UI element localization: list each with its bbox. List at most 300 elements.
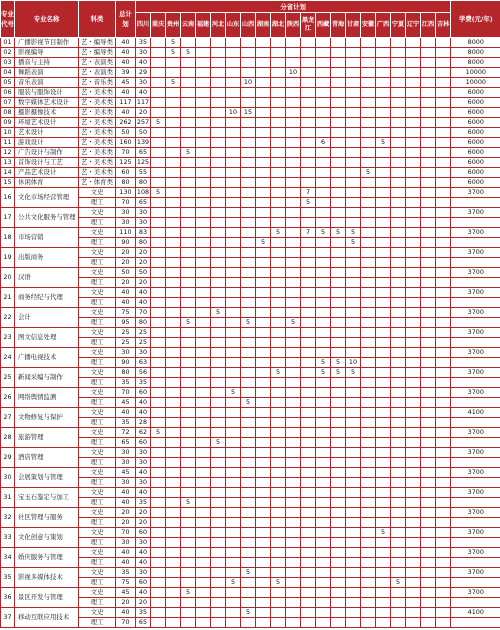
province-quota-cell: 5 (241, 398, 256, 408)
province-quota-cell: 25 (136, 338, 151, 348)
province-quota-cell: 5 (316, 358, 331, 368)
province-quota-cell (346, 338, 361, 348)
province-quota-cell (241, 328, 256, 338)
province-quota-cell (211, 138, 226, 148)
province-quota-cell (301, 178, 316, 188)
province-quota-cell (211, 98, 226, 108)
province-quota-cell (211, 368, 226, 378)
province-quota-cell: 7 (301, 188, 316, 198)
province-quota-cell (256, 58, 271, 68)
province-quota-cell (406, 488, 421, 498)
fee-cell: 3700 (451, 448, 500, 458)
province-quota-cell (241, 408, 256, 418)
header-name: 专业名称 (15, 1, 79, 38)
fee-cell: 8000 (451, 58, 500, 68)
province-quota-cell (196, 438, 211, 448)
total-cell: 30 (116, 208, 136, 218)
province-quota-cell (331, 548, 346, 558)
province-quota-cell (241, 488, 256, 498)
province-quota-cell (436, 318, 451, 328)
province-quota-cell (331, 458, 346, 468)
province-quota-cell (316, 318, 331, 328)
province-quota-cell (346, 598, 361, 608)
province-quota-cell (226, 538, 241, 548)
province-quota-cell (241, 458, 256, 468)
total-cell: 40 (116, 548, 136, 558)
province-quota-cell (406, 558, 421, 568)
header-province: 安徽 (361, 13, 376, 38)
category-cell: 文史 (79, 508, 116, 518)
province-quota-cell: 40 (136, 58, 151, 68)
category-cell: 文史 (79, 408, 116, 418)
province-quota-cell (391, 468, 406, 478)
province-quota-cell (211, 88, 226, 98)
province-quota-cell: 62 (136, 428, 151, 438)
province-quota-cell (361, 548, 376, 558)
province-quota-cell (331, 618, 346, 628)
major-code: 05 (1, 78, 15, 88)
province-quota-cell (391, 58, 406, 68)
fee-cell (451, 498, 500, 508)
province-quota-cell (211, 48, 226, 58)
province-quota-cell (241, 148, 256, 158)
province-quota-cell (226, 338, 241, 348)
province-quota-cell (301, 388, 316, 398)
province-quota-cell (316, 168, 331, 178)
province-quota-cell (421, 398, 436, 408)
province-quota-cell (151, 548, 166, 558)
total-cell: 80 (116, 178, 136, 188)
category-cell: 文史 (79, 228, 116, 238)
province-quota-cell (256, 338, 271, 348)
province-quota-cell (166, 378, 181, 388)
province-quota-cell (391, 368, 406, 378)
province-quota-cell (301, 58, 316, 68)
province-quota-cell (421, 478, 436, 488)
province-quota-cell (361, 138, 376, 148)
province-quota-cell (361, 298, 376, 308)
province-quota-cell (376, 88, 391, 98)
province-quota-cell (271, 258, 286, 268)
province-quota-cell (391, 498, 406, 508)
fee-cell (451, 458, 500, 468)
province-quota-cell (286, 188, 301, 198)
province-quota-cell (301, 38, 316, 48)
province-quota-cell: 55 (136, 168, 151, 178)
province-quota-cell (436, 168, 451, 178)
province-quota-cell (301, 98, 316, 108)
province-quota-cell: 40 (136, 298, 151, 308)
province-quota-cell (421, 558, 436, 568)
province-quota-cell (151, 358, 166, 368)
province-quota-cell (286, 108, 301, 118)
total-cell: 30 (116, 348, 136, 358)
total-cell: 40 (116, 408, 136, 418)
province-quota-cell (166, 488, 181, 498)
province-quota-cell (406, 608, 421, 618)
province-quota-cell (301, 508, 316, 518)
table-row (1, 348, 500, 358)
category-cell: 文史 (79, 388, 116, 398)
table-row (1, 588, 500, 598)
fee-cell: 6000 (451, 108, 500, 118)
province-quota-cell (376, 458, 391, 468)
province-quota-cell (421, 408, 436, 418)
province-quota-cell (211, 258, 226, 268)
province-quota-cell (391, 88, 406, 98)
category-cell: 艺・体育类 (79, 178, 116, 188)
province-quota-cell (316, 278, 331, 288)
province-quota-cell (241, 168, 256, 178)
province-quota-cell (211, 538, 226, 548)
province-quota-cell (361, 468, 376, 478)
province-quota-cell (406, 218, 421, 228)
province-quota-cell (286, 528, 301, 538)
province-quota-cell (331, 78, 346, 88)
province-quota-cell (181, 78, 196, 88)
province-quota-cell (151, 468, 166, 478)
province-quota-cell (316, 118, 331, 128)
province-quota-cell (346, 468, 361, 478)
province-quota-cell (286, 588, 301, 598)
province-quota-cell (256, 378, 271, 388)
province-quota-cell (256, 578, 271, 588)
province-quota-cell: 10 (226, 108, 241, 118)
province-quota-cell (241, 528, 256, 538)
major-name: 会展策划与管理 (15, 468, 79, 488)
province-quota-cell (361, 398, 376, 408)
province-quota-cell (421, 618, 436, 628)
province-quota-cell (301, 418, 316, 428)
province-quota-cell (256, 518, 271, 528)
table-row (1, 488, 500, 498)
province-quota-cell (211, 218, 226, 228)
province-quota-cell (361, 418, 376, 428)
province-quota-cell (421, 98, 436, 108)
province-quota-cell (226, 148, 241, 158)
fee-cell (451, 218, 500, 228)
province-quota-cell (241, 298, 256, 308)
province-quota-cell (346, 498, 361, 508)
province-quota-cell (391, 528, 406, 538)
province-quota-cell (166, 418, 181, 428)
province-quota-cell (391, 118, 406, 128)
category-cell: 艺・美术类 (79, 148, 116, 158)
province-quota-cell (241, 338, 256, 348)
province-quota-cell (346, 148, 361, 158)
province-quota-cell (166, 468, 181, 478)
province-quota-cell (376, 488, 391, 498)
province-quota-cell (421, 368, 436, 378)
total-cell: 70 (116, 528, 136, 538)
province-quota-cell (376, 618, 391, 628)
fee-cell: 8000 (451, 38, 500, 48)
province-quota-cell (421, 128, 436, 138)
province-quota-cell (211, 318, 226, 328)
province-quota-cell (226, 178, 241, 188)
province-quota-cell (331, 348, 346, 358)
province-quota-cell: 56 (136, 368, 151, 378)
province-quota-cell (241, 388, 256, 398)
province-quota-cell (301, 168, 316, 178)
category-cell: 理工 (79, 318, 116, 328)
province-quota-cell (346, 198, 361, 208)
major-code: 04 (1, 68, 15, 78)
header-province: 四川 (136, 13, 151, 38)
province-quota-cell (226, 238, 241, 248)
province-quota-cell (286, 388, 301, 398)
province-quota-cell: 65 (136, 198, 151, 208)
major-name: 图文信息处理 (15, 328, 79, 348)
province-quota-cell (301, 588, 316, 598)
province-quota-cell (421, 198, 436, 208)
province-quota-cell (391, 188, 406, 198)
province-quota-cell (241, 478, 256, 488)
province-quota-cell (421, 378, 436, 388)
province-quota-cell (211, 468, 226, 478)
province-quota-cell (181, 528, 196, 538)
province-quota-cell (376, 508, 391, 518)
fee-cell: 6000 (451, 128, 500, 138)
province-quota-cell (301, 68, 316, 78)
province-quota-cell (421, 58, 436, 68)
province-quota-cell (166, 58, 181, 68)
province-quota-cell (226, 278, 241, 288)
fee-cell: 3700 (451, 568, 500, 578)
province-quota-cell (316, 128, 331, 138)
province-quota-cell: 30 (136, 448, 151, 458)
province-quota-cell (181, 548, 196, 558)
province-quota-cell (256, 218, 271, 228)
category-cell: 文史 (79, 188, 116, 198)
province-quota-cell (256, 138, 271, 148)
province-quota-cell (436, 348, 451, 358)
province-quota-cell (361, 608, 376, 618)
province-quota-cell (346, 388, 361, 398)
province-quota-cell (181, 508, 196, 518)
province-quota-cell (256, 208, 271, 218)
province-quota-cell (151, 388, 166, 398)
province-quota-cell: 40 (136, 288, 151, 298)
province-quota-cell: 20 (136, 508, 151, 518)
province-quota-cell (376, 438, 391, 448)
fee-cell (451, 258, 500, 268)
total-cell: 40 (116, 558, 136, 568)
province-quota-cell (421, 528, 436, 538)
province-quota-cell (196, 268, 211, 278)
province-quota-cell (376, 198, 391, 208)
province-quota-cell (301, 378, 316, 388)
province-quota-cell: 30 (136, 458, 151, 468)
province-quota-cell (271, 358, 286, 368)
header-province: 辽宁 (406, 13, 421, 38)
province-quota-cell (166, 438, 181, 448)
province-quota-cell (421, 228, 436, 238)
province-quota-cell: 40 (136, 488, 151, 498)
province-quota-cell (286, 198, 301, 208)
province-quota-cell (421, 68, 436, 78)
province-quota-cell (301, 498, 316, 508)
province-quota-cell (331, 258, 346, 268)
province-quota-cell (271, 498, 286, 508)
category-cell: 艺・表演类 (79, 68, 116, 78)
province-quota-cell (226, 318, 241, 328)
fee-cell: 3700 (451, 268, 500, 278)
province-quota-cell (436, 158, 451, 168)
province-quota-cell (256, 398, 271, 408)
total-cell: 40 (116, 288, 136, 298)
province-quota-cell (151, 168, 166, 178)
province-quota-cell (376, 148, 391, 158)
header-province: 西藏 (316, 13, 331, 38)
province-quota-cell (391, 108, 406, 118)
major-code: 27 (1, 408, 15, 428)
province-quota-cell (196, 238, 211, 248)
province-quota-cell: 40 (136, 558, 151, 568)
fee-cell (451, 438, 500, 448)
major-code: 24 (1, 348, 15, 368)
province-quota-cell (406, 618, 421, 628)
province-quota-cell: 5 (391, 578, 406, 588)
province-quota-cell (226, 218, 241, 228)
province-quota-cell (241, 38, 256, 48)
province-quota-cell (316, 418, 331, 428)
province-quota-cell (166, 608, 181, 618)
province-quota-cell (196, 558, 211, 568)
province-quota-cell (391, 448, 406, 458)
fee-cell (451, 598, 500, 608)
province-quota-cell (361, 358, 376, 368)
major-code: 12 (1, 148, 15, 158)
province-quota-cell (361, 588, 376, 598)
province-quota-cell (301, 128, 316, 138)
province-quota-cell (241, 518, 256, 528)
table-row (1, 148, 500, 158)
province-quota-cell (391, 538, 406, 548)
province-quota-cell (376, 518, 391, 528)
province-quota-cell: 20 (136, 248, 151, 258)
province-quota-cell (376, 568, 391, 578)
province-quota-cell (256, 608, 271, 618)
province-quota-cell (301, 608, 316, 618)
province-quota-cell (256, 548, 271, 558)
province-quota-cell: 5 (151, 188, 166, 198)
category-cell: 文史 (79, 248, 116, 258)
province-quota-cell (436, 448, 451, 458)
total-cell: 25 (116, 328, 136, 338)
total-cell: 25 (116, 338, 136, 348)
province-quota-cell (151, 458, 166, 468)
major-name: 文物修复与保护 (15, 408, 79, 428)
province-quota-cell (301, 428, 316, 438)
province-quota-cell (181, 328, 196, 338)
province-quota-cell (391, 98, 406, 108)
province-quota-cell (316, 528, 331, 538)
province-quota-cell (271, 468, 286, 478)
province-quota-cell (181, 618, 196, 628)
province-quota-cell (196, 188, 211, 198)
province-quota-cell (391, 238, 406, 248)
province-quota-cell (361, 388, 376, 398)
major-code: 26 (1, 388, 15, 408)
province-quota-cell (271, 308, 286, 318)
province-quota-cell (166, 258, 181, 268)
province-quota-cell (316, 428, 331, 438)
province-quota-cell (421, 108, 436, 118)
fee-cell (451, 318, 500, 328)
province-quota-cell (256, 68, 271, 78)
province-quota-cell (331, 68, 346, 78)
province-quota-cell (361, 278, 376, 288)
province-quota-cell (226, 398, 241, 408)
header-province: 云南 (181, 13, 196, 38)
province-quota-cell (316, 88, 331, 98)
province-quota-cell (406, 358, 421, 368)
province-quota-cell (166, 108, 181, 118)
province-quota-cell (226, 248, 241, 258)
province-quota-cell (421, 78, 436, 88)
province-quota-cell (196, 118, 211, 128)
header-code: 专业代号 (1, 1, 15, 38)
province-quota-cell (151, 278, 166, 288)
province-quota-cell (436, 388, 451, 398)
province-quota-cell (346, 328, 361, 338)
province-quota-cell (286, 578, 301, 588)
province-quota-cell (376, 598, 391, 608)
province-quota-cell (376, 178, 391, 188)
fee-cell: 6000 (451, 118, 500, 128)
province-quota-cell (211, 108, 226, 118)
province-quota-cell (301, 318, 316, 328)
province-quota-cell (241, 598, 256, 608)
province-quota-cell (421, 608, 436, 618)
province-quota-cell (406, 598, 421, 608)
province-quota-cell (241, 218, 256, 228)
major-code: 19 (1, 248, 15, 268)
province-quota-cell (346, 528, 361, 538)
province-quota-cell (391, 568, 406, 578)
province-quota-cell (301, 548, 316, 558)
province-quota-cell (391, 598, 406, 608)
category-cell: 艺・美术类 (79, 128, 116, 138)
province-quota-cell (226, 548, 241, 558)
fee-cell: 10000 (451, 68, 500, 78)
province-quota-cell (346, 108, 361, 118)
province-quota-cell (406, 318, 421, 328)
province-quota-cell (361, 98, 376, 108)
province-quota-cell (406, 88, 421, 98)
category-cell: 文史 (79, 328, 116, 338)
province-quota-cell (271, 298, 286, 308)
province-quota-cell (331, 448, 346, 458)
province-quota-cell (346, 298, 361, 308)
table-header (1, 1, 500, 38)
province-quota-cell: 80 (136, 178, 151, 188)
province-quota-cell (376, 358, 391, 368)
province-quota-cell (256, 108, 271, 118)
province-quota-cell: 60 (136, 438, 151, 448)
province-quota-cell (166, 298, 181, 308)
category-cell: 理工 (79, 498, 116, 508)
province-quota-cell (196, 598, 211, 608)
province-quota-cell (151, 368, 166, 378)
province-quota-cell (346, 58, 361, 68)
province-quota-cell (376, 428, 391, 438)
province-quota-cell (346, 348, 361, 358)
province-quota-cell (376, 268, 391, 278)
province-quota-cell: 5 (316, 228, 331, 238)
province-quota-cell (286, 358, 301, 368)
